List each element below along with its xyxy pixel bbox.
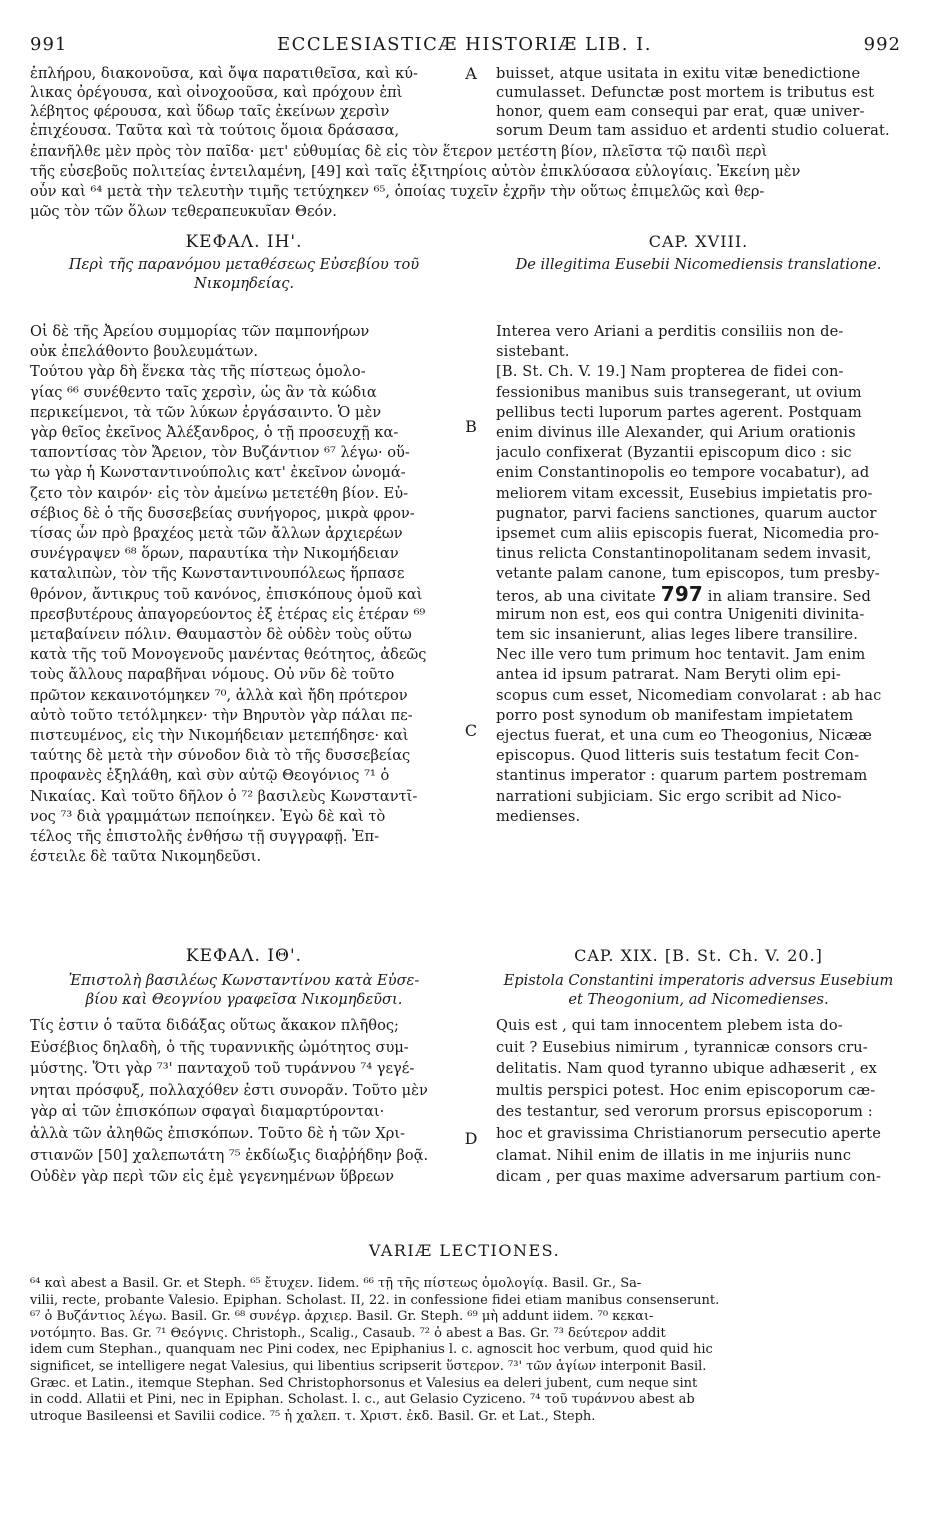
greek-column-line: Τίς ἐστιν ὁ ταῦτα διδάξας οὕτως ἄκακον πλῆθος; <box>30 1017 399 1034</box>
greek-column-line: νηται πρόσφυξ, πολλαχόθεν ἐστι συνορᾶν. Τοῦτο μὲν <box>30 1081 428 1099</box>
latin-column-line: tem sic insanierunt, alias leges libere transilire. <box>496 626 858 643</box>
greek-column-line: ἀλλὰ τῶν ἀληθῶς ἐπισκόπων. Τοῦτο δὲ ἡ τῶν Χρι- <box>30 1125 405 1142</box>
greek-line: ἐπιχέουσα. Ταῦτα καὶ τὰ τούτοις ὅμοια δράσασα, <box>30 122 400 139</box>
margin-letter-b: B <box>465 417 477 436</box>
latin-column-line: ipsemet cum aliis episcopis fuerat, Nicomedia pro- <box>496 525 880 542</box>
latin-line-start: teros, ab una civitate <box>496 587 656 605</box>
latin-column-line: [B. St. Ch. V. 19.] Nam propterea de fidei con- <box>496 363 844 381</box>
column-number: 797 <box>660 584 703 606</box>
latin-column-line: hoc et gravissima Christianorum persecutio aperte <box>496 1125 881 1142</box>
chapter-heading-greek: ΚΕΦΑΛ. ΙΗ'. <box>185 232 303 252</box>
variant-reading-line: significet, se intelligere negat Valesius, qui libentius scripserit ὕστερον. ⁷³' τῶν ἁγίων interponit Basil. <box>30 1359 707 1374</box>
greek-column-line: περικείμενοι, τὰ τῶν λύκων ἐργάσαιντο. Ὁ μὲν <box>30 403 382 421</box>
greek-full-line: τῆς εὐσεβοῦς πολιτείας ἐντειλαμένη, [49] καὶ ταῖς ἐξιτηρίοις αὐτὸν ἐπικλύσασα εὐλογίαις. Ἐκείνη μὲν <box>30 163 801 180</box>
greek-column-line: μύστης. Ὅτι γὰρ ⁷³' πανταχοῦ τοῦ τυράννου ⁷⁴ γεγέ- <box>30 1060 415 1078</box>
chapter-heading-latin: CAP. XVIII. <box>648 232 749 251</box>
greek-column-line: καταλιπὼν, τὸν τῆς Κωνσταντινουπόλεως ἥρπασε <box>30 565 405 583</box>
greek-column-line: Οὐδὲν γὰρ περὶ τῶν εἰς ἐμὲ γεγενημένων ὕβρεων <box>30 1168 394 1186</box>
chapter-title-greek: Νικομηδείας. <box>193 275 295 292</box>
greek-column-line: γὰρ θεῖος ἐκεῖνος Ἀλέξανδρος, ὁ τῇ προσευχῇ κα- <box>30 424 399 441</box>
latin-column-line: antea id ipsum patrarat. Nam Beryti olim epi- <box>496 666 841 684</box>
greek-line: λικας ὀρέγουσα, καὶ οἰνοχοοῦσα, καὶ πρόχουν ἐπὶ <box>30 84 403 101</box>
greek-full-line: ἐπανῆλθε μὲν πρὸς τὸν παῖδα· μετ' εὐθυμίας δὲ εἰς τὸν ἕτερον μετέστη βίον, πλεῖστα τῷ παιδὶ περὶ <box>30 143 768 160</box>
latin-column-line: tinus relicta Constantinopolitanam sedem invasit, <box>496 545 872 563</box>
chapter-heading-greek: ΚΕΦΑΛ. ΙΘ'. <box>185 946 303 966</box>
latin-column-line: Interea vero Ariani a perditis consiliis non de- <box>496 323 844 340</box>
greek-column-line: τω γὰρ ἡ Κωνσταντινούπολις κατ' ἐκεῖνον ὠνομά- <box>30 464 406 482</box>
latin-line-end: in aliam transire. Sed <box>707 587 871 605</box>
latin-column-line: vetante palam canone, tum episcopos, tum presby- <box>496 565 880 583</box>
page-number-right: 992 <box>863 34 901 55</box>
latin-column-line: sistebant. <box>496 343 570 361</box>
greek-column-line: γὰρ αἱ τῶν ἐπισκόπων σφαγαὶ διαμαρτύρονται· <box>30 1103 385 1121</box>
greek-column-line: Εὐσέβιος δηλαδὴ, ὁ τῆς τυραννικῆς ὠμότητος συμ- <box>30 1038 409 1056</box>
latin-column-line: Nec ille vero tum primum hoc tentavit. Jam enim <box>496 646 866 664</box>
greek-column-line: Οἱ δὲ τῆς Ἀρείου συμμορίας τῶν παμπονήρων <box>30 323 370 340</box>
latin-column-line: dicam , per quas maxime adversarum partium con- <box>496 1168 882 1186</box>
latin-column-line: multis perspici potest. Hoc enim episcoporum cæ- <box>496 1081 876 1099</box>
latin-column-line: clamat. Nihil enim de illatis in me injuriis nunc <box>496 1146 852 1164</box>
margin-letter-d: D <box>464 1129 478 1148</box>
variant-reading-line: in codd. Allatii et Pini, nec in Epiphan. Scholast. l. c., aut Gelasio Cyziceno. ⁷⁴ τοῦ τυράννου abest ab <box>30 1392 695 1408</box>
greek-column-line: οὐκ ἐπελάθοντο βουλευμάτων. <box>30 343 259 361</box>
chapter-title-greek: Περὶ τῆς παρανόμου μεταθέσεως Εὐσεβίου τοῦ <box>68 256 420 273</box>
greek-column-line: ζετο τὸν καιρόν· εἰς τὸν ἀμείνω μετετέθη βίον. Εὐ- <box>30 484 409 502</box>
latin-column-line: fessionibus manibus suis transegerant, ut ovium <box>496 383 862 401</box>
greek-column-line: συνέγραψεν ⁶⁸ ὅρων, παραυτίκα τὴν Νικομήδειαν <box>30 545 399 563</box>
variant-reading-line: utroque Basileensi et Savilii codice. ⁷⁵ ἡ χαλεπ. τ. Χριστ. ἐκδ. Basil. Gr. et Lat., Steph. <box>30 1408 596 1424</box>
variant-reading-line: ⁶⁴ καὶ abest a Basil. Gr. et Steph. ⁶⁵ ἔτυχεν. Iidem. ⁶⁶ τῇ τῆς πίστεως ὁμολογίᾳ. Basil. Gr., Sa- <box>30 1276 642 1291</box>
latin-column-line: Quis est , qui tam innocentem plebem ista do- <box>496 1017 843 1034</box>
variant-reading-line: ⁶⁷ ὁ Βυζάντιος λέγω. Basil. Gr. ⁶⁸ συνέγρ. ἀρχιερ. Basil. Gr. Steph. ⁶⁹ μὴ addunt iidem. ⁷⁰ κεκαι- <box>30 1309 654 1325</box>
latin-column-line: mirum non est, eos qui contra Unigeniti divinita- <box>496 605 865 623</box>
greek-column-line: στιανῶν [50] χαλεπωτάτη ⁷⁵ ἐκδίωξις διαῤῥήδην βοᾷ. <box>30 1146 429 1164</box>
latin-column-line: jaculo confixerat (Byzantii episcopum dico : sic <box>496 444 852 462</box>
greek-column-line: μεταβαίνειν πόλιν. Θαυμαστὸν δὲ οὐδὲν τοὺς οὕτω <box>30 626 412 643</box>
greek-column-line: Νικαίας. Καὶ τοῦτο δῆλον ὁ ⁷² βασιλεὺς Κωνσταντῖ- <box>30 787 418 805</box>
latin-column-line: ejectus fuerat, et una cum eo Theogonius, Nicææ <box>496 727 873 744</box>
chapter-title-greek: Ἐπιστολὴ βασιλέως Κωνσταντίνου κατὰ Εὐσε- <box>68 972 420 989</box>
latin-column-line: enim divinus ille Alexander, qui Arium orationis <box>496 424 856 441</box>
variae-lectiones-title: VARIÆ LECTIONES. <box>368 1241 561 1260</box>
latin-column-line: enim Constantinopolis eo tempore vocabatur), ad <box>496 464 870 482</box>
greek-column-line: ταποντίσας τὸν Ἄρειον, τὸν Βυζάντιον ⁶⁷ λέγω· οὕ- <box>30 444 410 462</box>
greek-column-line: προφανὲς ἐξηλάθη, καὶ σὺν αὐτῷ Θεογόνιος ⁷¹ ὁ <box>30 767 390 785</box>
chapter-title-latin: et Theogonium, ad Nicomedienses. <box>568 991 829 1008</box>
latin-column-line: medienses. <box>496 807 581 825</box>
greek-column-line: νος ⁷³ διὰ γραμμάτων πεποίηκεν. Ἐγὼ δὲ καὶ τὸ <box>30 807 386 825</box>
greek-column-line: έστειλε δὲ ταῦτα Νικομηδεῦσι. <box>30 848 262 866</box>
greek-column-line: τίσας ὧν πρὸ βραχέος μετὰ τῶν ἄλλων ἀρχιερέων <box>30 525 403 542</box>
latin-column-line: narrationi subjiciam. Sic ergo scribit ad Nico- <box>496 787 842 805</box>
greek-column-line: θρόνον, ἄντικρυς τοῦ κανόνος, ἐπισκόπους ὁμοῦ καὶ <box>30 585 423 603</box>
variant-reading-line: νοτόμητο. Bas. Gr. ⁷¹ Θεόγνις. Christoph., Scalig., Casaub. ⁷² ὁ abest a Bas. Gr. ⁷³ δεύτερον addit <box>30 1325 666 1341</box>
margin-letter-c: C <box>464 721 478 740</box>
variant-reading-line: idem cum Stephan., quanquam nec Pini codex, nec Epiphanius l. c. agnoscit hoc verbum, quod quid hic <box>30 1342 713 1358</box>
latin-column-line: delitatis. Nam quod tyranno ubique adhæserit , ex <box>496 1060 877 1078</box>
greek-column-line: Τούτου γὰρ δὴ ἕνεκα τὰς τῆς πίστεως ὁμολο- <box>30 363 366 381</box>
greek-column-line: ταύτης δὲ μετὰ τὴν σύνοδον διὰ τὸ τῆς δυσσεβείας <box>30 747 411 765</box>
latin-column-line: pellibus tecti luporum partes agerent. Postquam <box>496 403 862 421</box>
greek-column-line: πρεσβυτέρους ἀπαγορεύοντος ἐξ ἑτέρας εἰς ἑτέραν ⁶⁹ <box>30 605 426 623</box>
greek-column-line: γίας ⁶⁶ συνέθεντο ταῖς χερσὶν, ὡς ἂν τὰ κώδια <box>30 383 377 401</box>
latin-column-line: porro post synodum ob manifestam impietatem <box>496 706 854 724</box>
chapter-heading-latin: CAP. XIX. [B. St. Ch. V. 20.] <box>574 946 823 965</box>
latin-column-line: episcopus. Quod litteris suis testatum fecit Con- <box>496 747 860 765</box>
greek-column-line: σέβιος δὲ ὁ τῆς δυσσεβείας συνήγορος, μικρὰ φρον- <box>30 504 415 522</box>
running-title: ECCLESIASTICÆ HISTORIÆ LIB. I. <box>276 34 653 55</box>
greek-column-line: τοὺς ἄλλους παραβῆναι νόμους. Οὐ νῦν δὲ τοῦτο <box>30 666 395 684</box>
latin-column-line <box>496 585 901 606</box>
greek-full-line: μῶς τὸν τῶν ὅλων τεθεραπευκυῖαν Θεόν. <box>30 203 337 220</box>
greek-column-line: πρῶτον κεκαινοτόμηκεν ⁷⁰, ἀλλὰ καὶ ἤδη πρότερον <box>30 686 408 704</box>
greek-full-line: οὖν καὶ ⁶⁴ μετὰ τὴν τελευτὴν τιμῆς τετύχηκεν ⁶⁵, ὁποίας τυχεῖν ἐχρῆν τὴν οὕτως ἐπιμελῶς καὶ θερ- <box>30 183 765 200</box>
greek-column-line: κατὰ τῆς τοῦ Μονογενοῦς μανέντας θεότητος, ἀδεῶς <box>30 646 427 664</box>
greek-line: ἐπλήρου, διακονοῦσα, καὶ ὄψα παρατιθεῖσα, καὶ κύ- <box>30 65 418 82</box>
chapter-title-greek: βίου καὶ Θεογνίου γραφεῖσα Νικομηδεῦσι. <box>85 991 403 1008</box>
page-number-left: 991 <box>30 34 68 55</box>
latin-column-line: scopus cum esset, Nicomediam convolarat : ab hac <box>496 686 882 704</box>
latin-column-line: des testantur, sed verorum prorsus episcoporum : <box>496 1103 873 1121</box>
latin-line: buisset, atque usitata in exitu vitæ benedictione <box>496 65 861 82</box>
latin-column-line: meliorem vitam excessit, Eusebius impietatis pro- <box>496 484 873 502</box>
greek-column-line: πιστευμένος, εἰς τὴν Νικομήδειαν μετεπήδησε· καὶ <box>30 727 409 744</box>
greek-column-line: αὐτὸ τοῦτο τετόλμηκεν· τὴν Βηρυτὸν γὰρ πάλαι πε- <box>30 706 413 724</box>
margin-letter-a: A <box>465 64 477 83</box>
variant-reading-line: Græc. et Latin., itemque Stephan. Sed Christophorsonus et Valesius ea deleri jubent, cum neque sint <box>30 1375 698 1391</box>
latin-column-line: pugnator, parvi faciens sanctiones, quarum auctor <box>496 504 877 522</box>
greek-column-line: τέλος τῆς ἐπιστολῆς ἐνθήσω τῇ συγγραφῇ. Ἐπ- <box>30 828 379 845</box>
latin-column-line: stantinus imperator : quarum partem postremam <box>496 767 868 785</box>
latin-line: sorum Deum tam assiduo et ardenti studio coluerat. <box>496 122 890 139</box>
greek-line: λέβητος φέρουσα, καὶ ὕδωρ ταῖς ἐκείνων χερσὶν <box>30 103 390 120</box>
latin-line: cumulasset. Defunctæ post mortem is tributus est <box>496 84 875 101</box>
chapter-title-latin: Epistola Constantini imperatoris adversus Eusebium <box>503 972 894 989</box>
variant-reading-line: vilii, recte, probante Valesio. Epiphan. Scholast. II, 22. in confessione fidei etiam manibus consenserunt. <box>30 1292 720 1308</box>
latin-line: honor, quem eam consequi par erat, quæ univer- <box>496 103 865 120</box>
chapter-title-latin: De illegitima Eusebii Nicomediensis translatione. <box>515 256 882 273</box>
latin-column-line: cuit ? Eusebius nimirum , tyrannicæ consors cru- <box>496 1038 868 1056</box>
